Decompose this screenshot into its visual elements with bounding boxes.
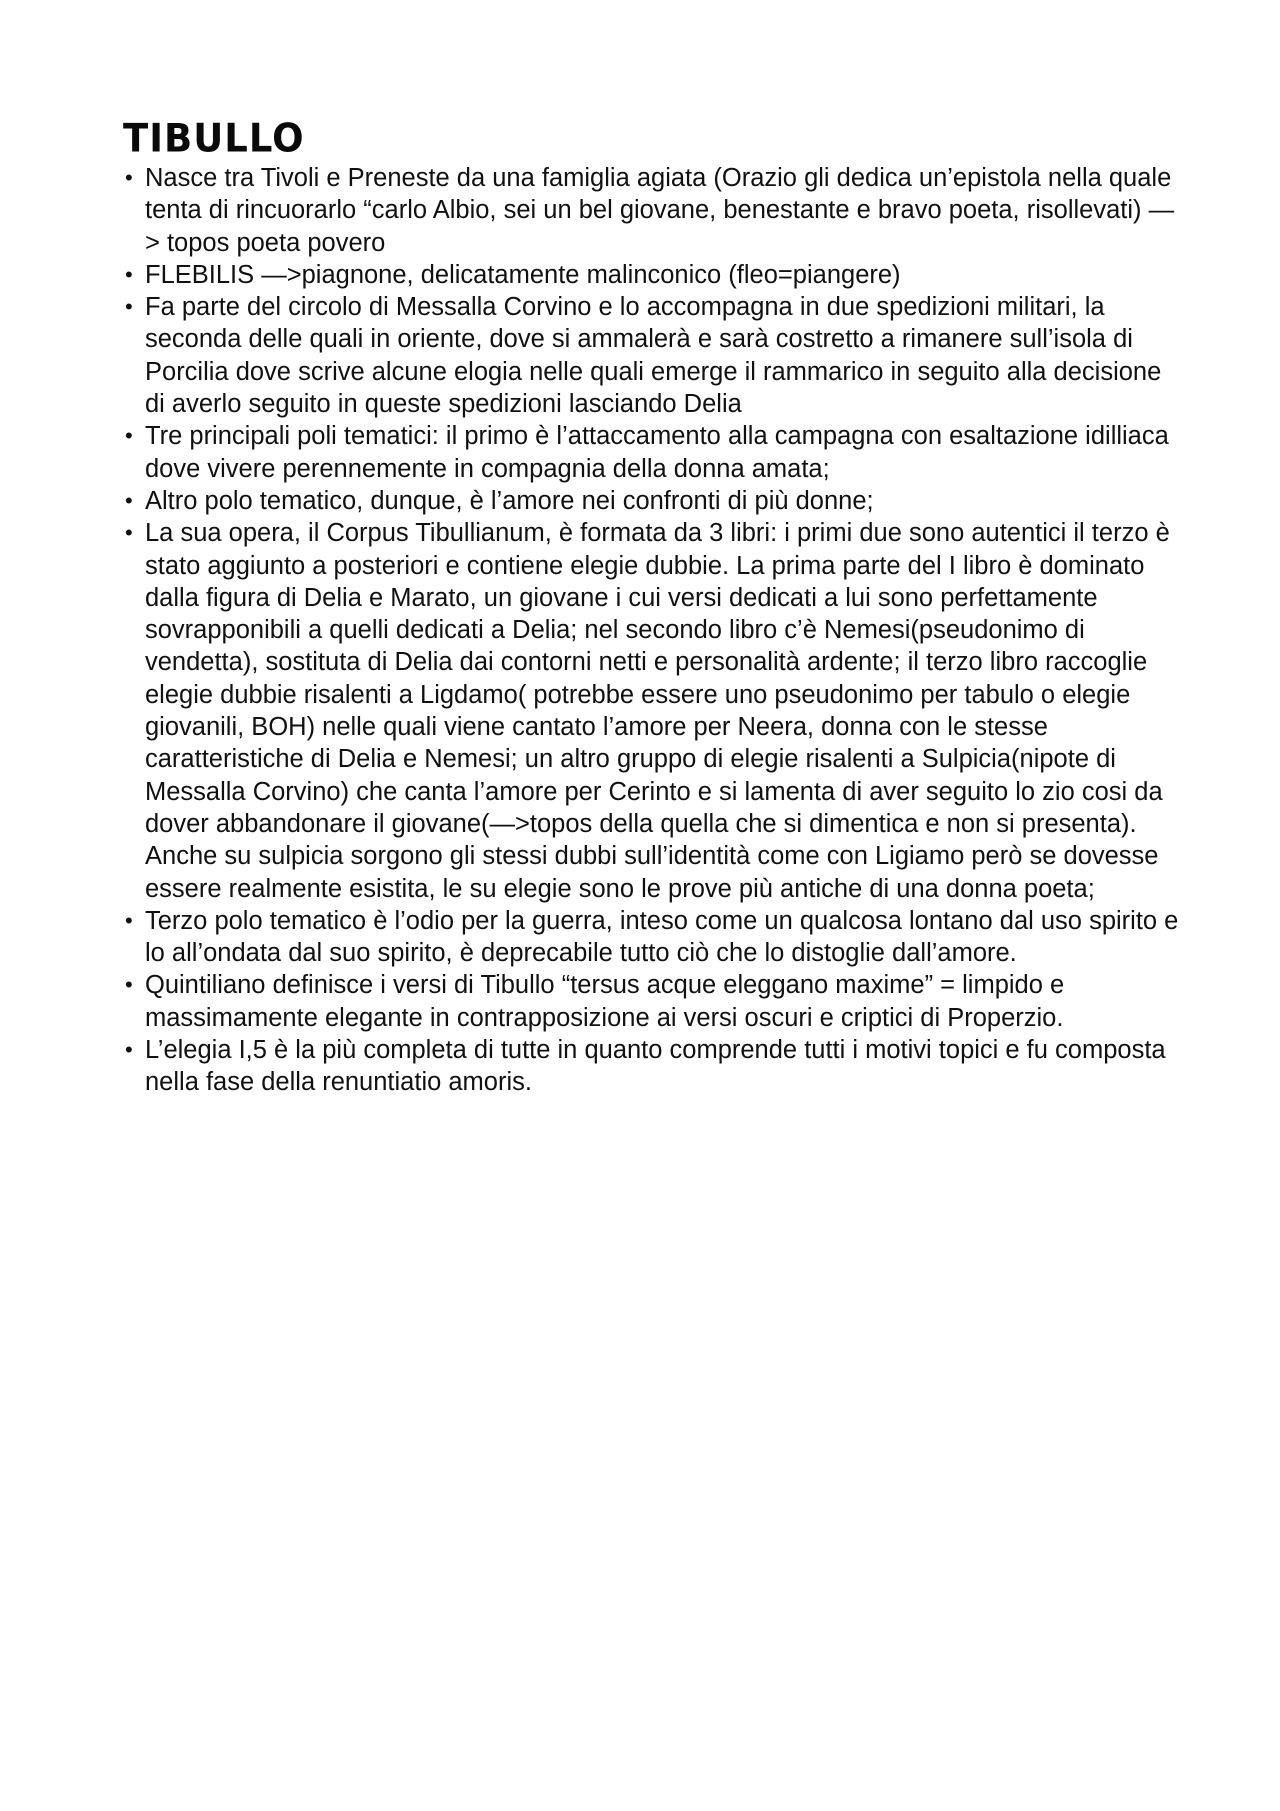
bullet-icon: • bbox=[125, 261, 133, 287]
list-item bbox=[123, 485, 1183, 517]
list-item-text: Altro polo tematico, dunque, è l’amore nei confronti di più donne; bbox=[145, 486, 874, 515]
bullet-icon: • bbox=[125, 907, 133, 933]
list-item-text: Fa parte del circolo di Messalla Corvino e lo accompagna in due spedizioni militari, la seconda delle quali in oriente, dove si ammalerà e sarà costretto a rimanere sull’isola di Porcilia dove scrive alcune elogia nelle quali emerge il rammarico in seguito alla decisione di averlo seguito in queste spedizioni lasciando Delia bbox=[145, 293, 1162, 419]
list-item-text: Nasce tra Tivoli e Preneste da una famiglia agiata (Orazio gli dedica un’epistola nella quale tenta di rincuorarlo “carlo Albio, sei un bel giovane, benestante e bravo poeta, risollevati) —> topos poeta povero bbox=[145, 164, 1175, 257]
list-item bbox=[123, 905, 1183, 970]
page-title: TIBULLO bbox=[123, 115, 305, 162]
list-item-text: FLEBILIS —>piagnone, delicatamente malinconico (fleo=piangere) bbox=[145, 260, 901, 289]
list-item-text: L’elegia I,5 è la più completa di tutte in quanto comprende tutti i motivi topici e fu composta nella fase della renuntiatio amoris. bbox=[145, 1036, 1166, 1097]
bullet-icon: • bbox=[125, 1037, 133, 1063]
list-item-text: Tre principali poli tematici: il primo è l’attaccamento alla campagna con esaltazione idilliaca dove vivere perennemente in compagnia della donna amata; bbox=[145, 422, 1169, 483]
bullet-icon: • bbox=[125, 972, 133, 998]
bullet-icon: • bbox=[125, 423, 133, 449]
bullet-icon: • bbox=[125, 294, 133, 320]
bullet-icon: • bbox=[125, 165, 133, 190]
list-item bbox=[123, 517, 1183, 905]
bullet-list bbox=[123, 162, 1183, 1099]
list-item-text: Terzo polo tematico è l’odio per la guerra, inteso come un qualcosa lontano dal uso spirito e lo all’ondata dal suo spirito, è deprecabile tutto ciò che lo distoglie dall’amore. bbox=[145, 906, 1179, 968]
list-item-text: La sua opera, il Corpus Tibullianum, è formata da 3 libri: i primi due sono autentici il terzo è stato aggiunto a posteriori e contiene elegie dubbie. La prima parte del I libro è dominato dalla figura di Delia e Marato, un giovane i cui versi dedicati a lui sono perfettamente sovrapponibili a quelli dedicati a Delia; nel secondo libro c’è Nemesi(pseudonimo di vendetta), sostituta di Delia dai contorni netti e personalità ardente; il terzo libro raccoglie elegie dubbie risalenti a Ligdamo( potrebbe essere uno pseudonimo per tabulo o elegie giovanili, BOH) nelle quali viene cantato l’amore per Neera, donna con le stesse caratteristiche di Delia e Nemesi; un altro gruppo di elegie risalenti a Sulpicia(nipote di Messalla Corvino) che canta l’amore per Cerinto e si lamenta di aver seguito lo zio cosi da dover abbandonare il giovane(—>topos della quella che si dimentica e non si presenta). Anche su sulpicia sorgono gli stessi dubbi sull’identità come con Ligiamo però se dovesse essere realmente esistita, le su elegie sono le prove più antiche di una donna poeta; bbox=[145, 519, 1170, 903]
list-item-text: Quintiliano definisce i versi di Tibullo “tersus acque eleggano maxime” = limpido e massimamente elegante in contrapposizione ai versi oscuri e criptici di Properzio. bbox=[145, 971, 1065, 1032]
list-item bbox=[123, 1034, 1183, 1099]
list-item bbox=[123, 162, 1183, 259]
bullet-icon: • bbox=[125, 520, 133, 546]
list-item bbox=[123, 420, 1183, 485]
list-item bbox=[123, 259, 1183, 291]
list-item bbox=[123, 291, 1183, 420]
list-item bbox=[123, 969, 1183, 1034]
bullet-icon: • bbox=[125, 487, 133, 513]
